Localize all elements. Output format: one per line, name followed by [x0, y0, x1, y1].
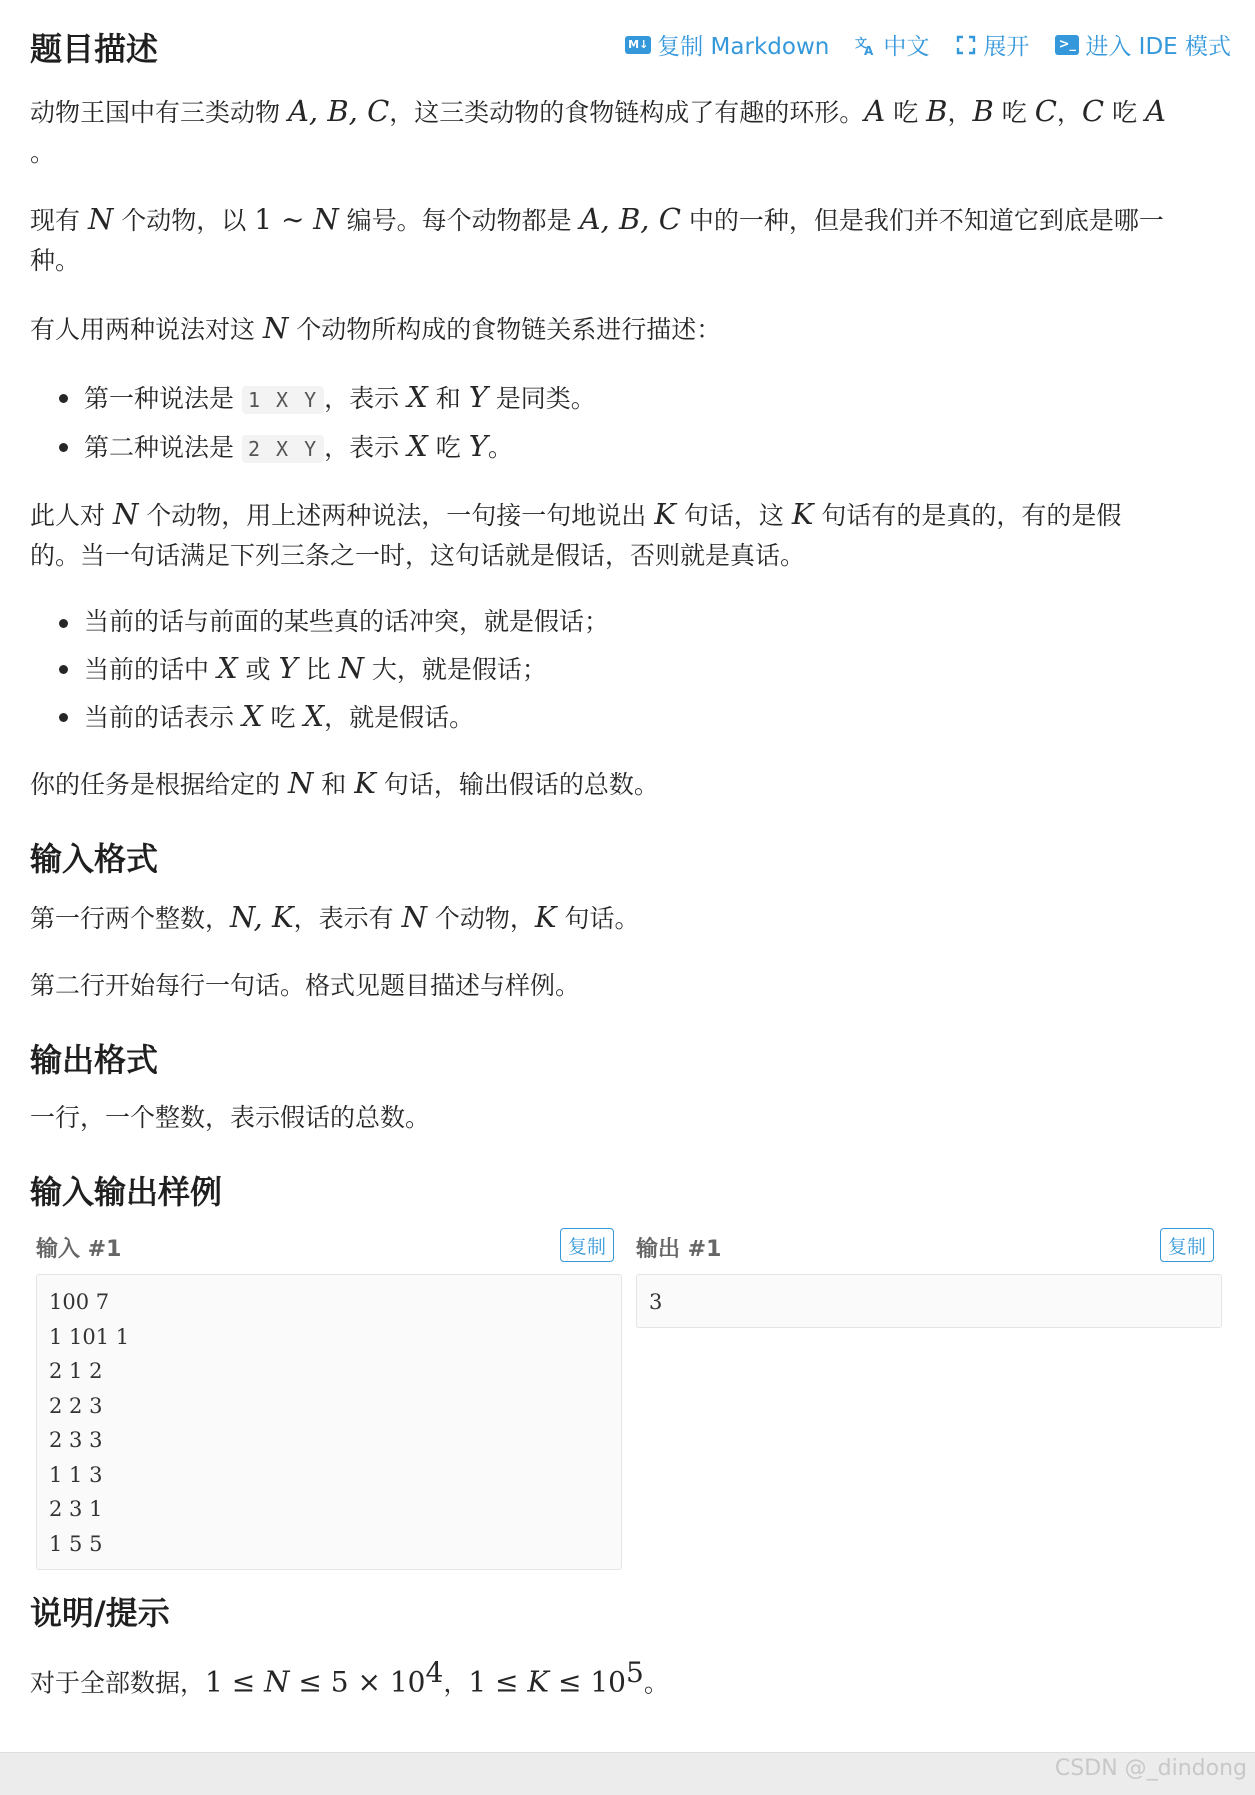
hint-heading: 说明/提示 [30, 1594, 170, 1632]
markdown-icon: M↓ [625, 36, 651, 54]
description-paragraph-2-end: 种。 [30, 246, 81, 275]
sample-output-box[interactable]: 3 [636, 1274, 1222, 1328]
output-format-heading: 输出格式 [30, 1041, 159, 1079]
copy-markdown-label: 复制 Markdown [657, 34, 830, 60]
problem-toolbar [625, 28, 1231, 61]
output-format-line-1: 一行，一个整数，表示假话的总数。 [30, 1103, 431, 1132]
sample-input-label: 输入 #1 [36, 1237, 122, 1262]
description-paragraph-3: 有人用两种说法对这 N 个动物所构成的食物链关系进行描述： [30, 311, 722, 345]
description-heading: 题目描述 [30, 30, 159, 68]
ide-mode-label: 进入 IDE 模式 [1085, 34, 1231, 60]
translate-button[interactable] [855, 28, 929, 61]
svg-text:文: 文 [855, 35, 868, 50]
samples-heading: 输入输出样例 [30, 1173, 223, 1211]
copy-input-button[interactable]: 复制 [560, 1228, 614, 1262]
watermark: CSDN @_dindong [1054, 1756, 1247, 1781]
list-item: 第一种说法是 1 X Y ，表示 X 和 Y 是同类。 [30, 374, 596, 423]
description-paragraph-1: 动物王国中有三类动物 A, B, C，这三类动物的食物链构成了有趣的环形。A 吃 B，B 吃 C，C 吃 A [30, 94, 1166, 128]
list-item: 当前的话与前面的某些真的话冲突，就是假话； [30, 599, 609, 645]
translate-icon [855, 34, 877, 56]
list-item: 当前的话表示 X 吃 X，就是假话。 [30, 693, 609, 741]
input-format-heading: 输入格式 [30, 840, 159, 878]
ide-mode-button[interactable] [1055, 28, 1231, 61]
list-item: 第二种说法是 2 X Y ，表示 X 吃 Y。 [30, 423, 596, 472]
sample-output-label: 输出 #1 [636, 1237, 722, 1262]
list-item: 当前的话中 X 或 Y 比 N 大，就是假话； [30, 645, 609, 693]
description-paragraph-2: 现有 N 个动物，以 1 ∼ N 编号。每个动物都是 A, B, C 中的一种，但是我们并不知道它到底是哪一 [30, 202, 1164, 236]
svg-text:A: A [864, 43, 874, 56]
inline-code: 1 X Y [242, 386, 324, 414]
expand-button[interactable] [955, 28, 1029, 61]
statement-types-list [30, 374, 596, 472]
input-format-line-1: 第一行两个整数，N, K，表示有 N 个动物，K 句话。 [30, 900, 640, 934]
terminal-icon: >_ [1055, 35, 1079, 55]
copy-output-button[interactable]: 复制 [1160, 1228, 1214, 1262]
sample-input-box[interactable]: 100 7 1 101 1 2 1 2 2 2 3 2 3 3 1 1 3 2 3 1 1 5 5 [36, 1274, 622, 1570]
description-paragraph-1-end: 。 [30, 138, 56, 167]
expand-label: 展开 [983, 34, 1030, 60]
translate-label: 中文 [883, 34, 930, 60]
inline-code: 2 X Y [242, 435, 324, 463]
description-paragraph-4: 此人对 N 个动物，用上述两种说法，一句接一句地说出 K 句话，这 K 句话有的是真的，有的是假 [30, 497, 1122, 531]
expand-icon [955, 34, 977, 56]
hint-constraints: 对于全部数据，$1 \le N \le 5 \times 10^4$，$1 \le K \le 10^5$。 [30, 1656, 669, 1699]
copy-markdown-button[interactable] [625, 28, 829, 61]
input-format-line-2: 第二行开始每行一句话。格式见题目描述与样例。 [30, 971, 581, 1000]
description-paragraph-4-end: 的。当一句话满足下列三条之一时，这句话就是假话，否则就是真话。 [30, 541, 806, 570]
false-conditions-list [30, 599, 609, 741]
description-paragraph-5: 你的任务是根据给定的 N 和 K 句话，输出假话的总数。 [30, 766, 659, 800]
